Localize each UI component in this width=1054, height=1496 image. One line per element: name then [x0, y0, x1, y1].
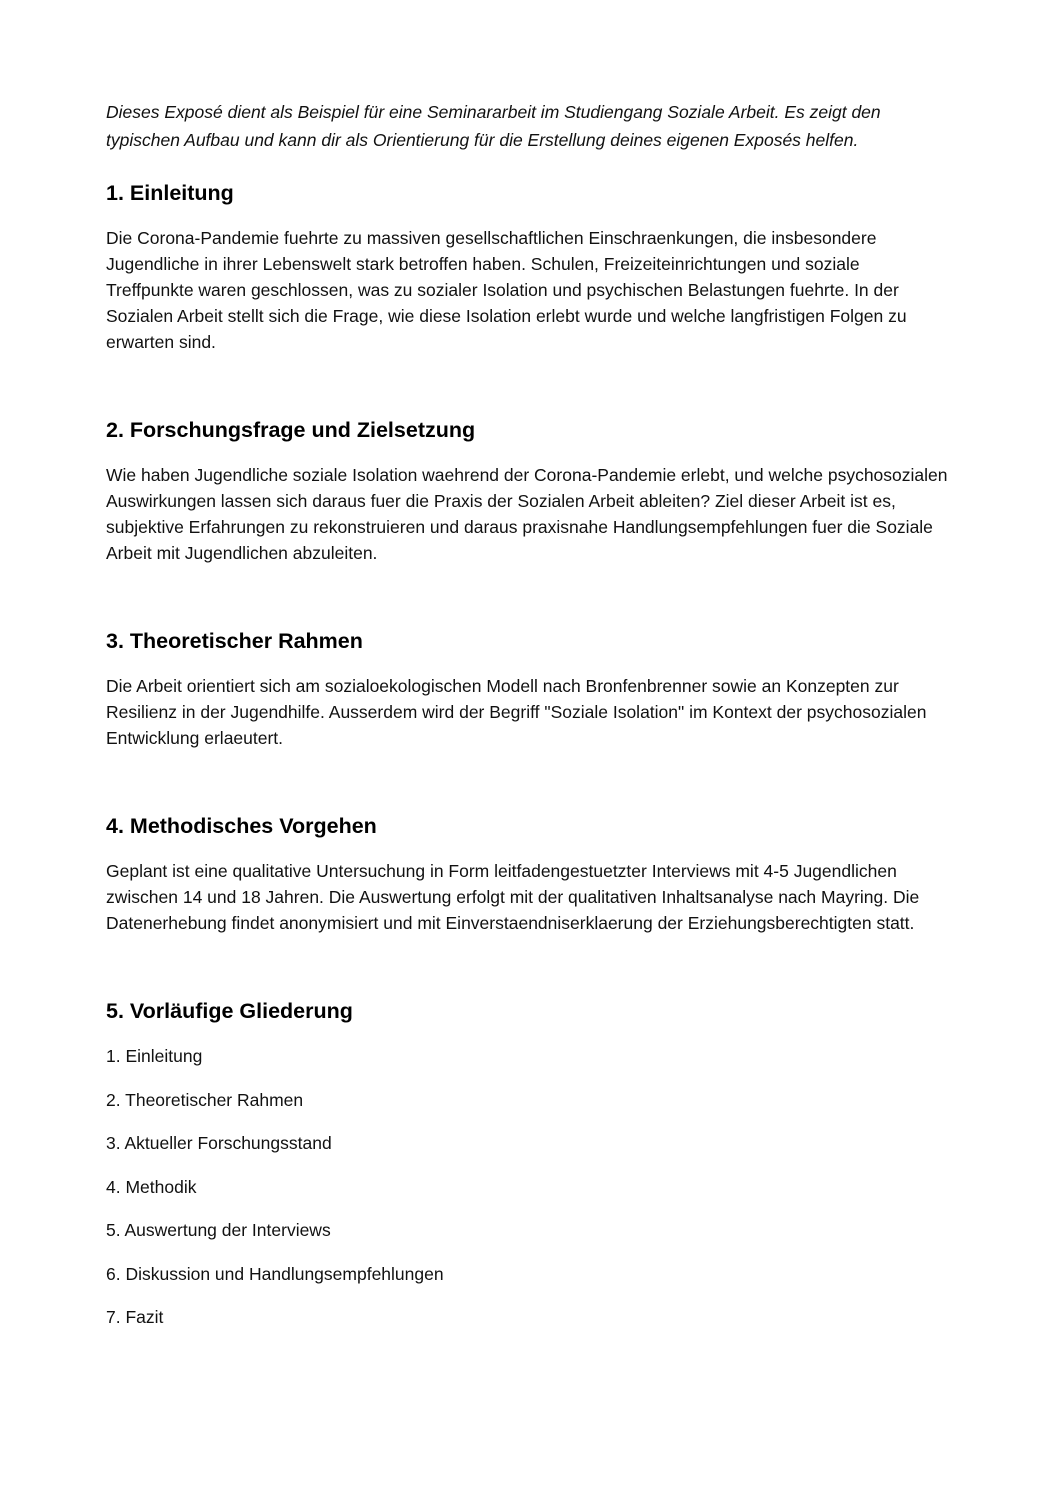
- outline-item-theoretischer-rahmen: 2. Theoretischer Rahmen: [106, 1089, 304, 1110]
- section-body-einleitung: Die Corona-Pandemie fuehrte zu massiven gesellschaftlichen Einschraenkungen, die insbesondere Jugendliche in ihrer Lebenswelt stark betroffen haben. Schulen, Freizeiteinrichtungen und soziale Treffpunkte waren geschlossen, was zu sozialer Isolation und psychischen Belastungen fuehrte. In der Sozialen Arbeit stellt sich die Frage, wie diese Isolation erlebt wurde und welche langfristigen Folgen zu erwarten sind.: [106, 228, 907, 352]
- outline-item-einleitung: 1. Einleitung: [106, 1046, 203, 1066]
- section-heading-methodisches-vorgehen: 4. Methodisches Vorgehen: [106, 814, 377, 838]
- intro-note: Dieses Exposé dient als Beispiel für eine Seminararbeit im Studiengang Soziale Arbeit. Es zeigt den typischen Aufbau und kann dir als Orientierung für die Erstellung deines eigenen Exposés helfen.: [106, 102, 881, 150]
- section-gliederung: [106, 998, 950, 1330]
- section-body-forschungsfrage: Wie haben Jugendliche soziale Isolation waehrend der Corona-Pandemie erlebt, und welche psychosozialen Auswirkungen lassen sich daraus fuer die Praxis der Sozialen Arbeit ableiten? Ziel dieser Arbeit ist es, subjektive Erfahrungen zu rekonstruieren und daraus praxisnahe Handlungsempfehlungen fuer die Soziale Arbeit mit Jugendlichen abzuleiten.: [106, 465, 948, 563]
- outline-item-methodik: 4. Methodik: [106, 1176, 197, 1197]
- section-heading-gliederung: 5. Vorläufige Gliederung: [106, 999, 353, 1023]
- section-methodisches-vorgehen: [106, 813, 950, 936]
- outline-item-forschungsstand: 3. Aktueller Forschungsstand: [106, 1133, 332, 1153]
- section-theoretischer-rahmen: [106, 628, 950, 751]
- section-heading-forschungsfrage: 2. Forschungsfrage und Zielsetzung: [106, 418, 476, 442]
- section-body-methodisches-vorgehen: Geplant ist eine qualitative Untersuchung in Form leitfadengestuetzter Interviews mit 4-5 Jugendlichen zwischen 14 und 18 Jahren. Die Auswertung erfolgt mit der qualitativen Inhaltsanalyse nach Mayring. Die Datenerhebung findet anonymisiert und mit Einverstaendniserklaerung der Erziehungsberechtigten statt.: [106, 861, 920, 933]
- section-forschungsfrage: [106, 417, 950, 566]
- outline-item-fazit: 7. Fazit: [106, 1307, 164, 1327]
- section-einleitung: [106, 180, 950, 355]
- outline-item-auswertung: 5. Auswertung der Interviews: [106, 1220, 331, 1240]
- section-heading-einleitung: 1. Einleitung: [106, 181, 234, 205]
- section-heading-theoretischer-rahmen: 3. Theoretischer Rahmen: [106, 629, 363, 653]
- section-body-theoretischer-rahmen: Die Arbeit orientiert sich am sozialoekologischen Modell nach Bronfenbrenner sowie an Konzepten zur Resilienz in der Jugendhilfe. Ausserdem wird der Begriff "Soziale Isolation" im Kontext der psychosozialen Entwicklung erlaeutert.: [106, 676, 927, 748]
- outline-item-diskussion: 6. Diskussion und Handlungsempfehlungen: [106, 1263, 444, 1284]
